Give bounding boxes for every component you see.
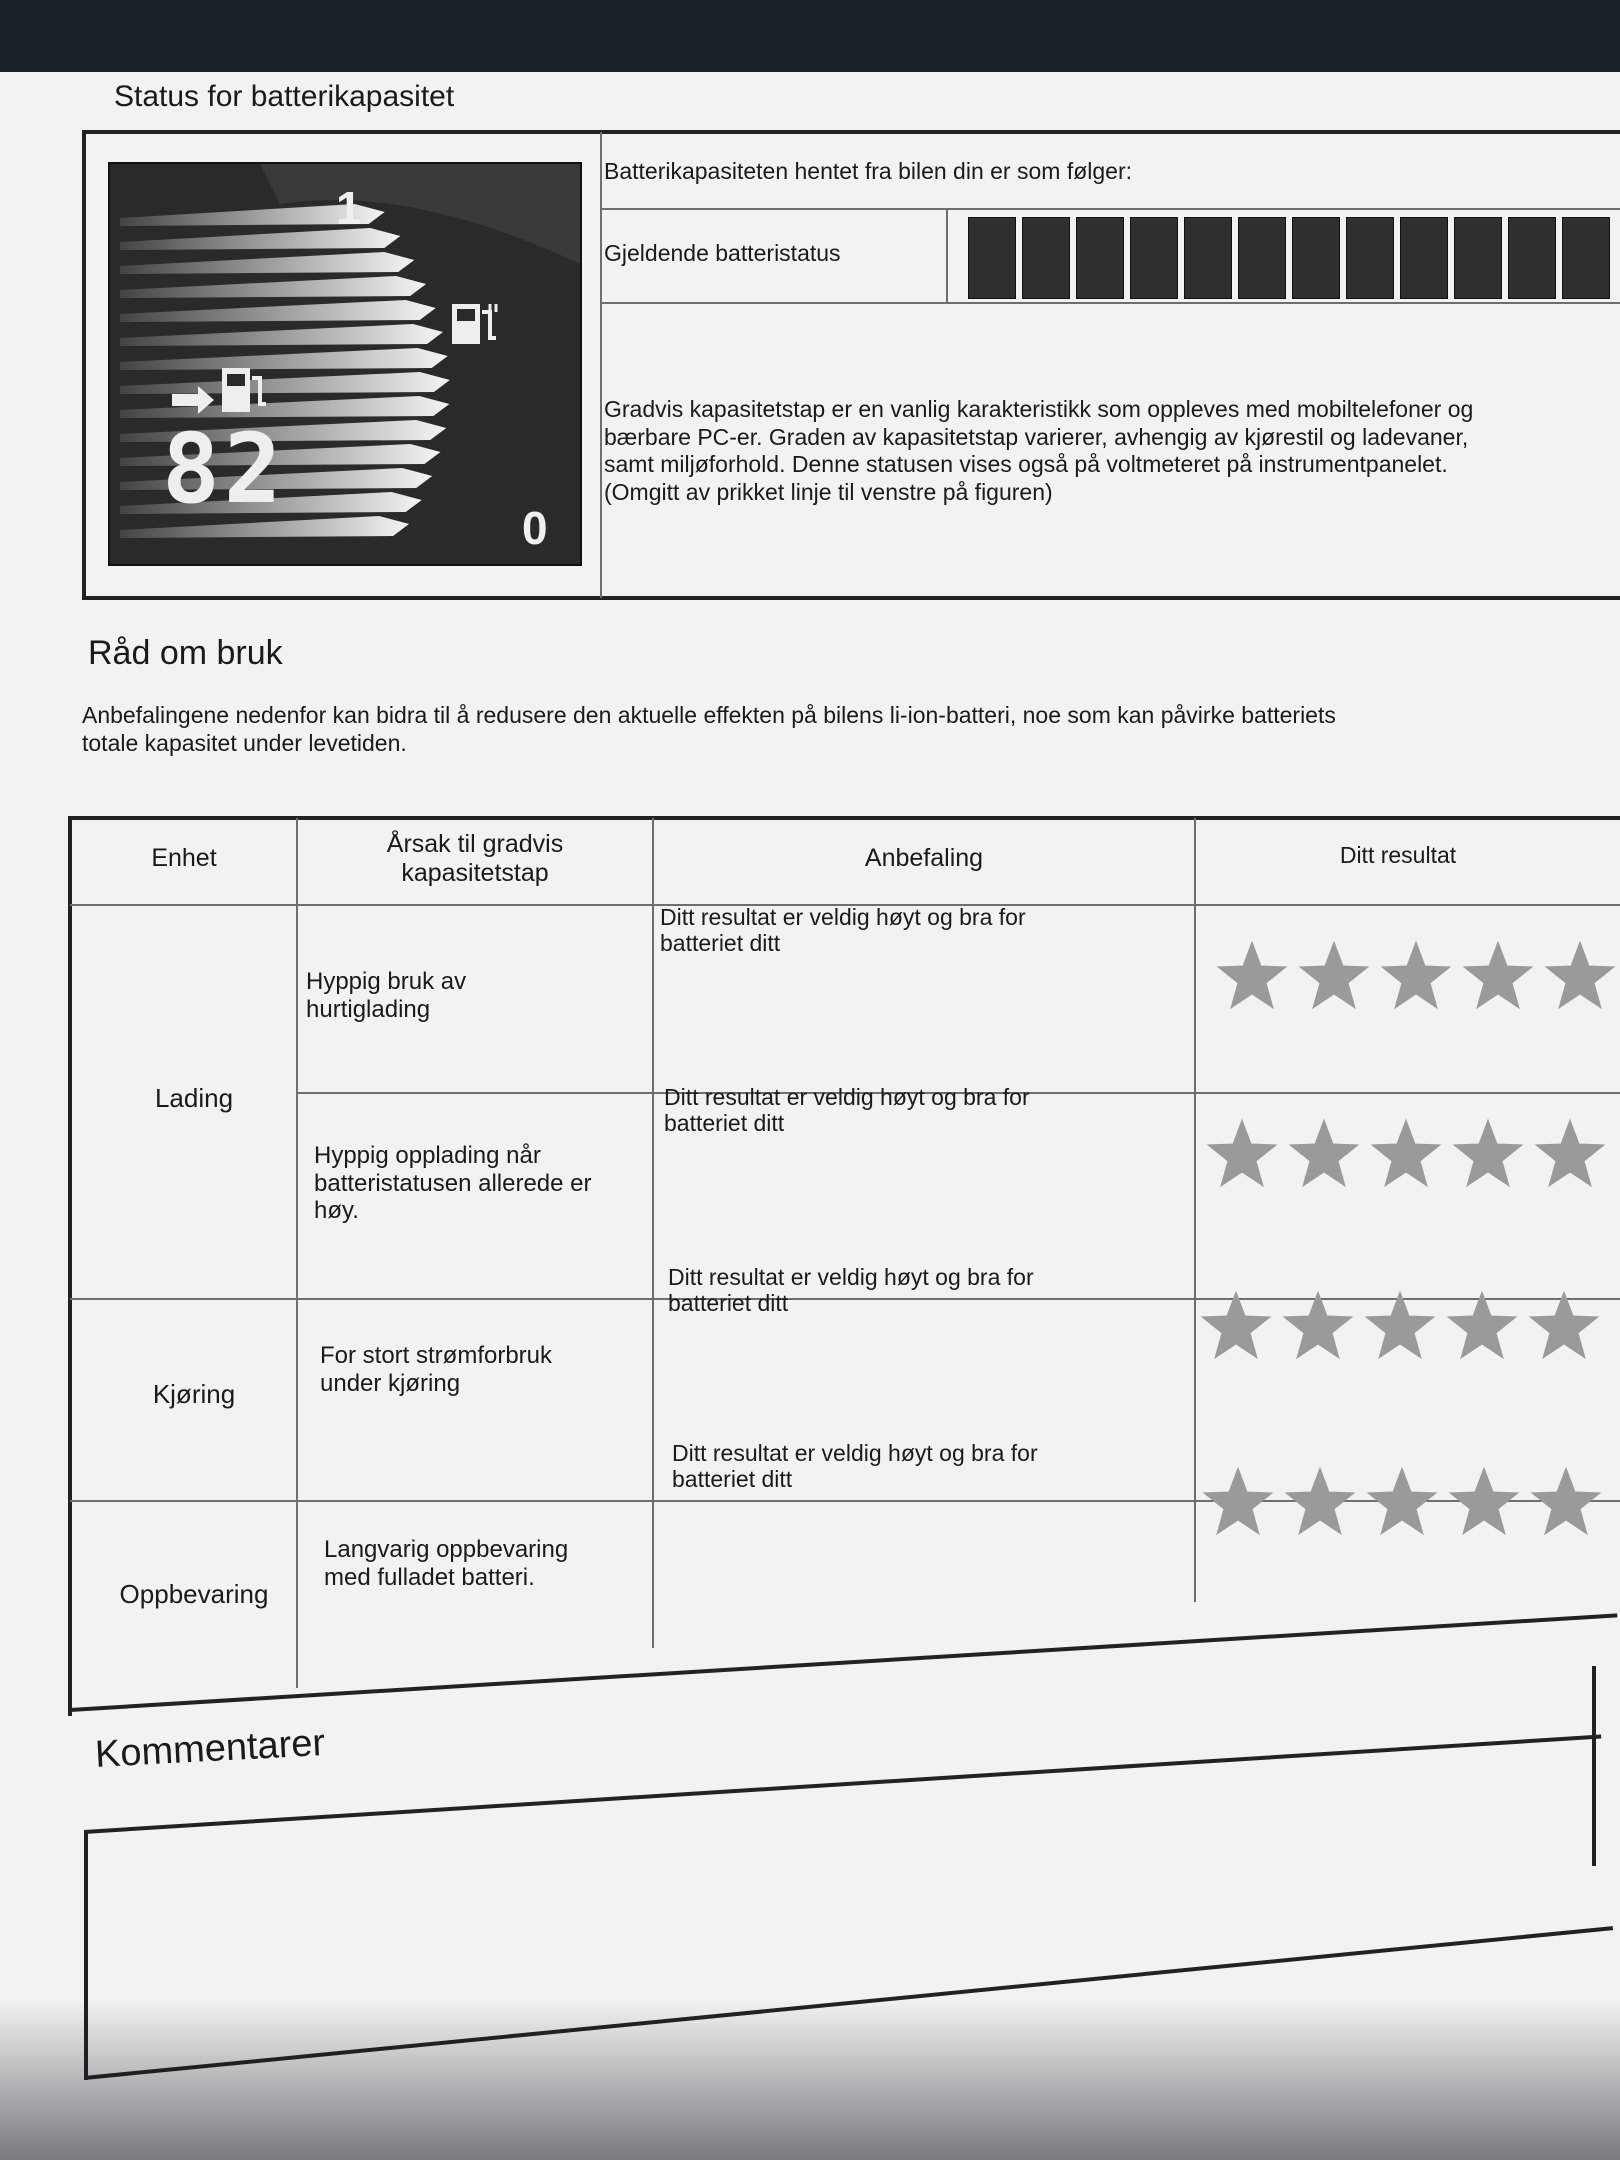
- star-icon: [1462, 940, 1534, 1010]
- star-icon: [1206, 1118, 1278, 1188]
- header-recommendation: Anbefaling: [864, 844, 984, 872]
- header-cause: Årsak til gradvis kapasitetstap: [386, 830, 564, 887]
- row-4-recommendation: Ditt resultat er veldig høyt og bra for batteriet ditt: [672, 1440, 1038, 1493]
- comments-box-right: [1592, 1666, 1596, 1866]
- star-icon: [1298, 940, 1370, 1010]
- gauge-reading: 82: [162, 413, 286, 525]
- status-bar-segment: [1454, 217, 1502, 299]
- row-1-rating: [1216, 940, 1616, 1010]
- row-2-recommendation: Ditt resultat er veldig høyt og bra for batteriet ditt: [664, 1084, 1030, 1137]
- current-status-label: Gjeldende batteristatus: [604, 240, 841, 266]
- advice-title: Råd om bruk: [88, 634, 283, 672]
- table-top-border: [68, 816, 1620, 820]
- row-2-rating: [1206, 1118, 1606, 1188]
- row-3-recommendation: Ditt resultat er veldig høyt og bra for batteriet ditt: [668, 1264, 1034, 1317]
- star-icon: [1528, 1290, 1600, 1360]
- status-row-col-line: [946, 208, 948, 304]
- row-1-recommendation: Ditt resultat er veldig høyt og bra for batteriet ditt: [660, 904, 1026, 957]
- status-description: Gradvis kapasitetstap er en vanlig karakteristikk som oppleves med mobiltelefoner og bærbare PC-er. Graden av kapasitetstap varierer, avhengig av kjørestil og ladevaner, samt miljøforhold. Denne statusen vises også på voltmeteret på instrumentpanelet. (Omgitt av prikket linje til venstre på figuren): [604, 396, 1474, 505]
- star-icon: [1446, 1290, 1518, 1360]
- row-4-rating: [1202, 1466, 1602, 1536]
- status-bar-segment: [968, 217, 1016, 299]
- status-bar-segment: [1346, 217, 1394, 299]
- star-icon: [1452, 1118, 1524, 1188]
- star-icon: [1544, 940, 1616, 1010]
- star-icon: [1448, 1466, 1520, 1536]
- unit-oppbevaring: Oppbevaring: [119, 1579, 269, 1609]
- gauge-bottom-mark: 0: [522, 502, 548, 554]
- star-icon: [1534, 1118, 1606, 1188]
- status-bar-segment: [1184, 217, 1232, 299]
- status-row-line-2: [600, 302, 1620, 304]
- table-left-border: [68, 816, 72, 1716]
- row-3-cause: For stort strømforbruk under kjøring: [320, 1342, 553, 1397]
- table-col-line-2: [652, 818, 654, 1648]
- table-col-line-3: [1194, 818, 1196, 1602]
- status-bar-segment: [1562, 217, 1610, 299]
- row-2-cause: Hyppig opplading når batteristatusen allerede er høy.: [314, 1142, 592, 1225]
- status-title: Status for batterikapasitet: [114, 80, 455, 113]
- row-3-rating: [1200, 1290, 1600, 1360]
- status-box-divider: [600, 132, 602, 598]
- unit-kjoring: Kjøring: [152, 1379, 236, 1409]
- star-icon: [1380, 940, 1452, 1010]
- star-icon: [1364, 1290, 1436, 1360]
- header-result: Ditt resultat: [1339, 842, 1457, 868]
- fuel-pump-plug-icon: [452, 304, 496, 344]
- status-bar-segment: [1292, 217, 1340, 299]
- status-box-bottom: [82, 596, 1620, 600]
- star-icon: [1366, 1466, 1438, 1536]
- comments-title: Kommentarer: [94, 1721, 327, 1776]
- row-4-cause: Langvarig oppbevaring med fulladet batteri.: [324, 1536, 569, 1591]
- star-icon: [1284, 1466, 1356, 1536]
- gauge-top-mark: 1: [336, 182, 362, 234]
- header-unit: Enhet: [151, 844, 217, 872]
- gauge-graphic: [110, 164, 580, 564]
- star-icon: [1200, 1290, 1272, 1360]
- star-icon: [1202, 1466, 1274, 1536]
- status-box-top: [82, 130, 1620, 134]
- status-bar-segment: [1022, 217, 1070, 299]
- star-icon: [1288, 1118, 1360, 1188]
- status-bar-segment: [1400, 217, 1448, 299]
- unit-lading: Lading: [154, 1083, 234, 1113]
- table-col-line-1: [296, 818, 298, 1688]
- capacity-heading: Batterikapasiteten hentet fra bilen din er som følger:: [604, 158, 1133, 184]
- star-icon: [1370, 1118, 1442, 1188]
- status-box-left: [82, 130, 86, 600]
- star-icon: [1216, 940, 1288, 1010]
- advice-intro: Anbefalingene nedenfor kan bidra til å redusere den aktuelle effekten på bilens li-ion-batteri, noe som kan påvirke batteriets totale kapasitet under levetiden.: [82, 702, 1336, 756]
- status-bar-segment: [1076, 217, 1124, 299]
- status-row-line-1: [600, 208, 1620, 210]
- status-bar-segment: [1238, 217, 1286, 299]
- star-icon: [1282, 1290, 1354, 1360]
- status-bar-segment: [1508, 217, 1556, 299]
- battery-status-bars: [968, 217, 1610, 299]
- status-bar-segment: [1130, 217, 1178, 299]
- battery-gauge-illustration: [108, 162, 582, 566]
- photo-shadow: [0, 2000, 1620, 2160]
- row-1-cause: Hyppig bruk av hurtiglading: [306, 968, 467, 1023]
- star-icon: [1530, 1466, 1602, 1536]
